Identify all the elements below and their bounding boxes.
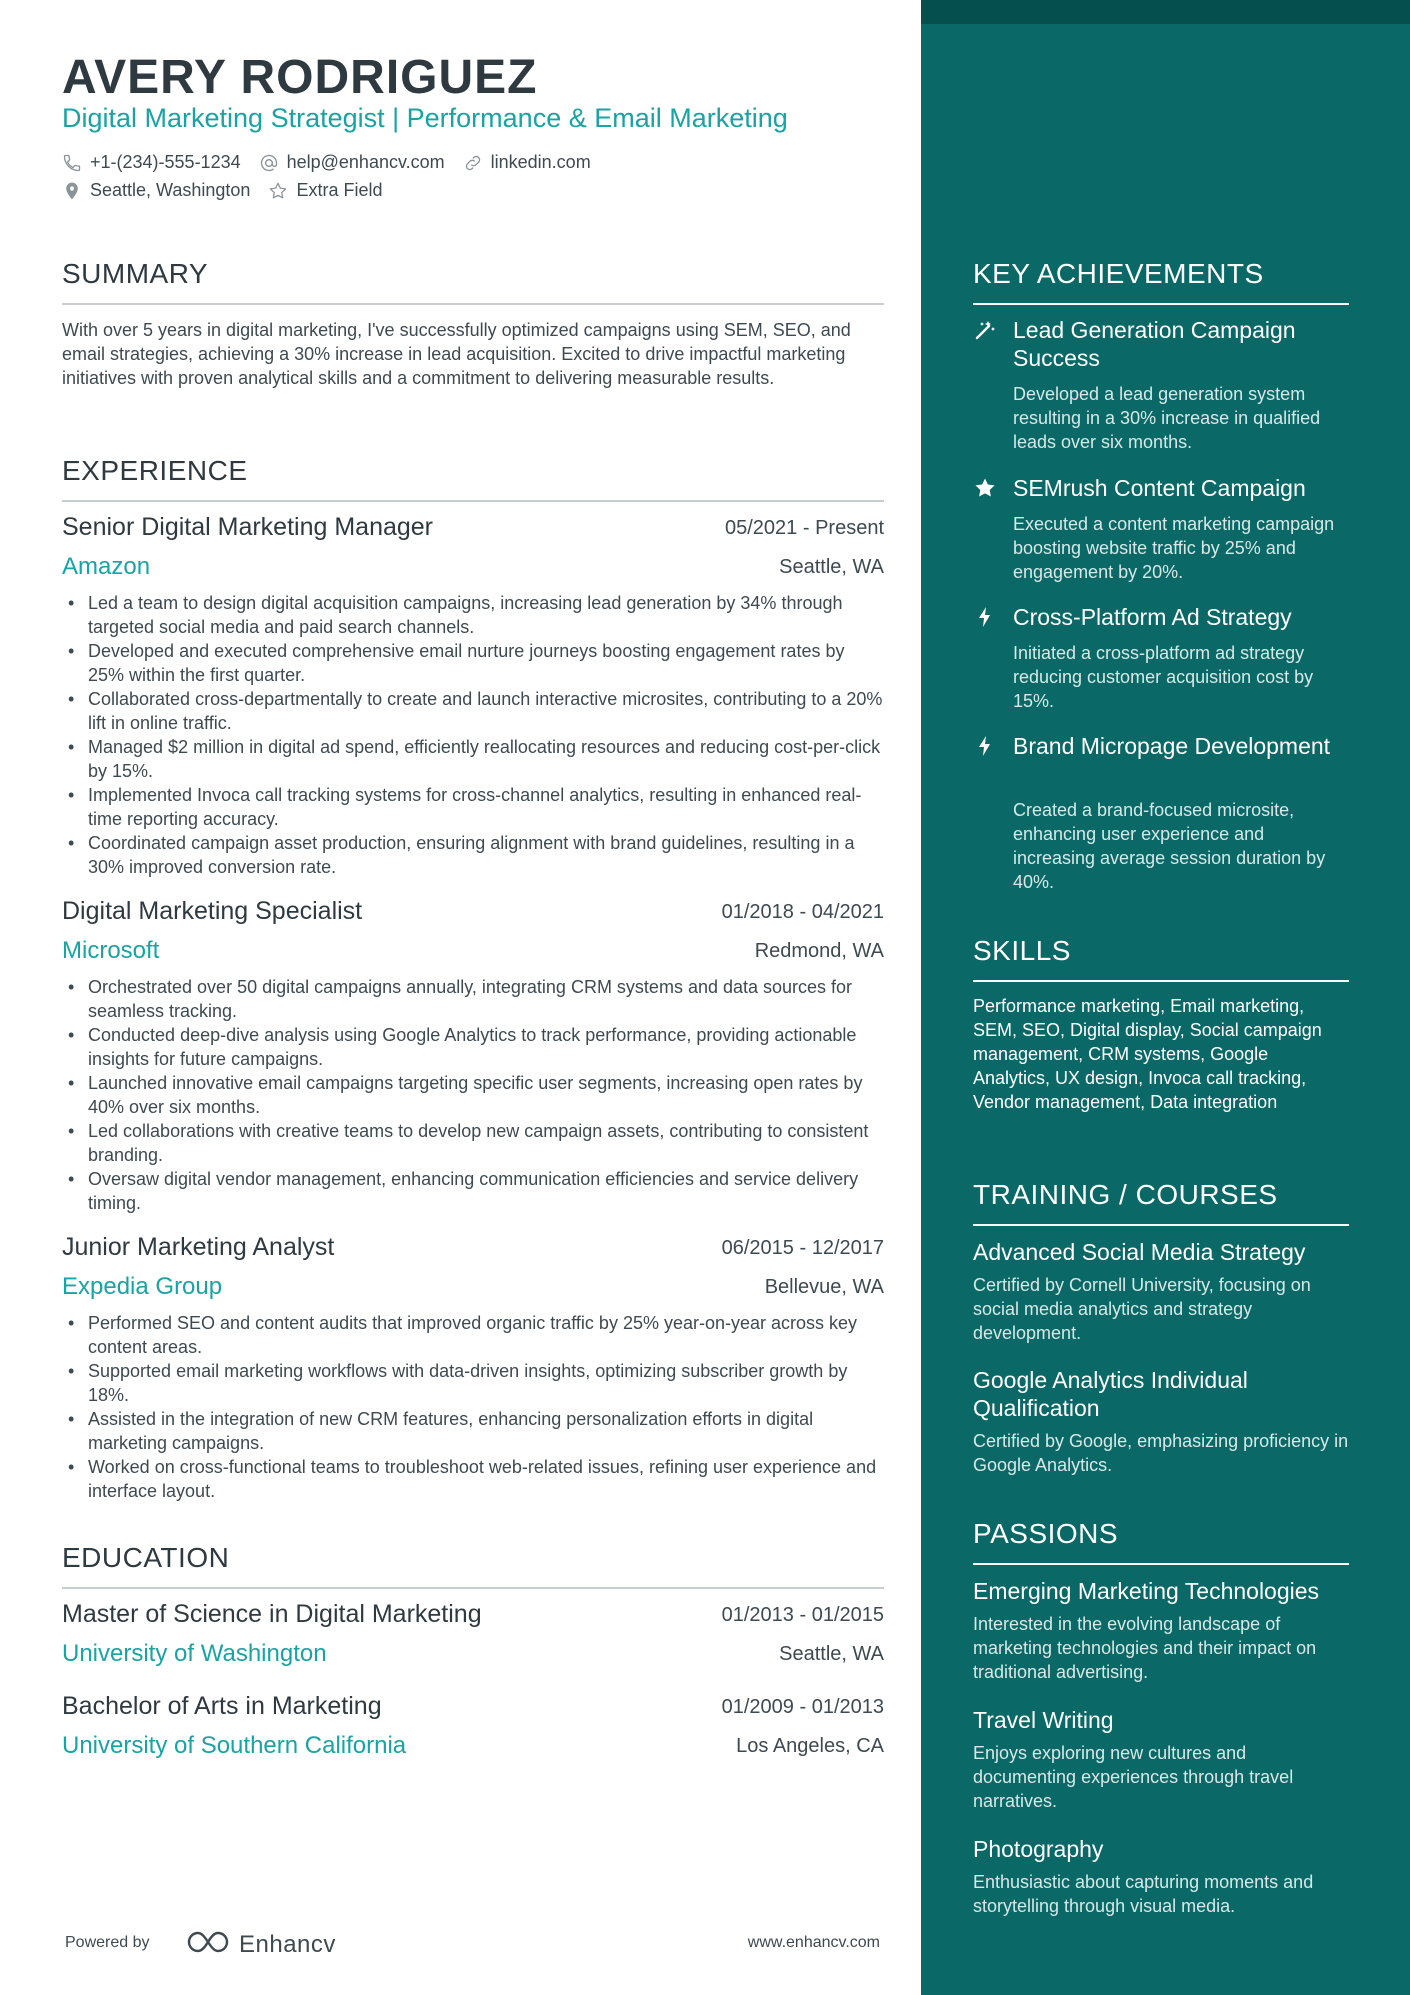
contact-row-2	[62, 180, 400, 201]
job-bullets	[62, 975, 884, 1215]
achievement-desc: Executed a content marketing campaign boosting website traffic by 25% and engagement by 20%.	[1013, 514, 1335, 582]
job-title: Junior Marketing Analyst	[62, 1233, 335, 1261]
training-item-desc: Certified by Google, emphasizing proficiency in Google Analytics.	[973, 1431, 1349, 1475]
passions-divider	[973, 1563, 1349, 1565]
experience-divider	[62, 500, 884, 502]
bullet-item: • Supported email marketing workflows with data-driven insights, optimizing subscriber growth by 18%.	[88, 1359, 884, 1407]
skills-title: SKILLS	[973, 935, 1071, 966]
job-location: Bellevue, WA	[764, 1276, 884, 1298]
phone-icon	[62, 153, 82, 173]
training-item-title: Advanced Social Media Strategy	[973, 1239, 1306, 1265]
skills-divider	[973, 980, 1349, 982]
contact-location	[62, 180, 250, 201]
contact-row-1	[62, 152, 609, 173]
experience-title: EXPERIENCE	[62, 455, 248, 486]
achievement-desc: Developed a lead generation system resulting in a 30% increase in qualified leads over six months.	[1013, 384, 1321, 452]
footer	[65, 1930, 880, 1960]
powered-by-label: Powered by	[65, 1934, 150, 1951]
job-date: 05/2021 - Present	[725, 517, 884, 539]
training-title: TRAINING / COURSES	[973, 1179, 1278, 1210]
job-title: Digital Marketing Specialist	[62, 897, 363, 925]
education-divider	[62, 1587, 884, 1589]
job-title: Senior Digital Marketing Manager	[62, 513, 434, 541]
achievement-title: Cross-Platform Ad Strategy	[1013, 604, 1292, 630]
achievement-desc: Initiated a cross-platform ad strategy reducing customer acquisition cost by 15%.	[1013, 643, 1314, 711]
achievements-divider	[973, 303, 1349, 305]
education-date: 01/2013 - 01/2015	[721, 1604, 884, 1626]
extra-field-text: Extra Field	[296, 180, 383, 200]
bullet-item: • Led a team to design digital acquisition campaigns, increasing lead generation by 34% through targeted social media and paid search channels.	[88, 591, 884, 639]
degree: Bachelor of Arts in Marketing	[62, 1692, 382, 1720]
bullet-item: • Implemented Invoca call tracking systems for cross-channel analytics, resulting in enhanced real-time reporting accuracy.	[88, 783, 884, 831]
job-date: 01/2018 - 04/2021	[721, 901, 884, 923]
education-location: Los Angeles, CA	[736, 1735, 884, 1757]
job-date: 06/2015 - 12/2017	[721, 1237, 884, 1259]
star-icon	[973, 476, 997, 500]
email-text: help@enhancv.com	[286, 152, 445, 172]
job-bullets	[62, 591, 884, 879]
bullet-item: • Launched innovative email campaigns targeting specific user segments, increasing open rates by 40% over six months.	[88, 1071, 884, 1119]
job-location: Seattle, WA	[779, 556, 884, 578]
bullet-item: • Orchestrated over 50 digital campaigns annually, integrating CRM systems and data sources for seamless tracking.	[88, 975, 884, 1023]
bullet-item: • Conducted deep-dive analysis using Google Analytics to track performance, providing actionable insights for future campaigns.	[88, 1023, 884, 1071]
passion-item-desc: Enthusiastic about capturing moments and storytelling through visual media.	[973, 1872, 1314, 1916]
headline: Digital Marketing Strategist | Performance & Email Marketing	[62, 103, 788, 133]
bullet-item: • Managed $2 million in digital ad spend, efficiently reallocating resources and reducing cost-per-click by 15%.	[88, 735, 884, 783]
passion-item-title: Emerging Marketing Technologies	[973, 1578, 1320, 1604]
link-icon	[463, 153, 483, 173]
bolt-icon	[973, 605, 997, 629]
candidate-name: AVERY RODRIGUEZ	[62, 51, 538, 104]
contact-email[interactable]	[259, 152, 445, 173]
job-bullets	[62, 1311, 884, 1503]
bolt-icon	[973, 734, 997, 758]
bullet-item: • Oversaw digital vendor management, enhancing communication efficiencies and service delivery timing.	[88, 1167, 884, 1215]
achievement-desc: Created a brand-focused microsite, enhancing user experience and increasing average session duration by 40%.	[1013, 800, 1326, 892]
school: University of Washington	[62, 1640, 327, 1667]
contact-phone[interactable]	[62, 152, 241, 173]
sidebar-top-bar	[921, 0, 1410, 24]
summary-divider	[62, 303, 884, 305]
job-company: Expedia Group	[62, 1273, 223, 1300]
bullet-item: • Collaborated cross-departmentally to create and launch interactive microsites, contributing to a 20% lift in online traffic.	[88, 687, 884, 735]
brand-name: Enhancv	[239, 1930, 336, 1958]
star-outline-icon	[268, 181, 288, 201]
passion-item-title: Photography	[973, 1836, 1104, 1862]
job-location: Redmond, WA	[754, 940, 884, 962]
brand-logo[interactable]	[185, 1928, 336, 1961]
bullet-item: • Led collaborations with creative teams to develop new campaign assets, contributing to consistent branding.	[88, 1119, 884, 1167]
training-item-desc: Certified by Cornell University, focusing on social media analytics and strategy development.	[973, 1275, 1311, 1343]
training-divider	[973, 1224, 1349, 1226]
contact-linkedin[interactable]	[463, 152, 591, 173]
passions-title: PASSIONS	[973, 1518, 1119, 1549]
sidebar	[921, 0, 1410, 1995]
bullet-item: • Worked on cross-functional teams to troubleshoot web-related issues, refining user experience and interface layout.	[88, 1455, 884, 1503]
bullet-item: • Developed and executed comprehensive email nurture journeys boosting engagement rates by 25% within the first quarter.	[88, 639, 884, 687]
location-text: Seattle, Washington	[90, 180, 251, 200]
at-icon	[259, 153, 279, 173]
achievement-title: Lead Generation Campaign Success	[1013, 317, 1296, 371]
summary-title: SUMMARY	[62, 258, 209, 289]
achievements-title: KEY ACHIEVEMENTS	[973, 258, 1264, 289]
linkedin-text: linkedin.com	[490, 152, 591, 172]
passion-item-desc: Interested in the evolving landscape of marketing technologies and their impact on traditional advertising.	[973, 1614, 1317, 1682]
website-link[interactable]: www.enhancv.com	[747, 1934, 880, 1951]
job-company: Microsoft	[62, 937, 160, 964]
phone-text: +1-(234)-555-1234	[90, 152, 241, 172]
location-icon	[62, 181, 82, 201]
education-location: Seattle, WA	[779, 1643, 884, 1665]
passion-item-desc: Enjoys exploring new cultures and documenting experiences through travel narratives.	[973, 1743, 1294, 1811]
training-item-title: Google Analytics Individual Qualification	[973, 1367, 1248, 1421]
summary-text: With over 5 years in digital marketing, I've successfully optimized campaigns using SEM, SEO, and email strategies, achieving a 30% increase in lead acquisition. Excited to drive impactful marketing initiatives with proven analytical skills and a commitment to delivering measurable results.	[62, 320, 851, 388]
achievement-title: SEMrush Content Campaign	[1013, 475, 1306, 501]
education-title: EDUCATION	[62, 1542, 230, 1573]
skills-text: Performance marketing, Email marketing, SEM, SEO, Digital display, Social campaign management, CRM systems, Google Analytics, UX design, Invoca call tracking, Vendor management, Data integration	[973, 996, 1322, 1112]
bullet-item: • Performed SEO and content audits that improved organic traffic by 25% year-on-year across key content areas.	[88, 1311, 884, 1359]
school: University of Southern California	[62, 1732, 407, 1759]
bullet-item: • Coordinated campaign asset production, ensuring alignment with brand guidelines, resulting in a 30% improved conversion rate.	[88, 831, 884, 879]
education-date: 01/2009 - 01/2013	[721, 1696, 884, 1718]
job-company: Amazon	[62, 553, 151, 580]
degree: Master of Science in Digital Marketing	[62, 1600, 482, 1628]
passion-item-title: Travel Writing	[973, 1707, 1114, 1733]
enhancv-logo-icon	[185, 1928, 231, 1961]
contact-extra	[268, 180, 382, 201]
bullet-item: • Assisted in the integration of new CRM features, enhancing personalization efforts in digital marketing campaigns.	[88, 1407, 884, 1455]
achievement-title: Brand Micropage Development	[1013, 733, 1331, 759]
magic-wand-icon	[973, 318, 997, 342]
